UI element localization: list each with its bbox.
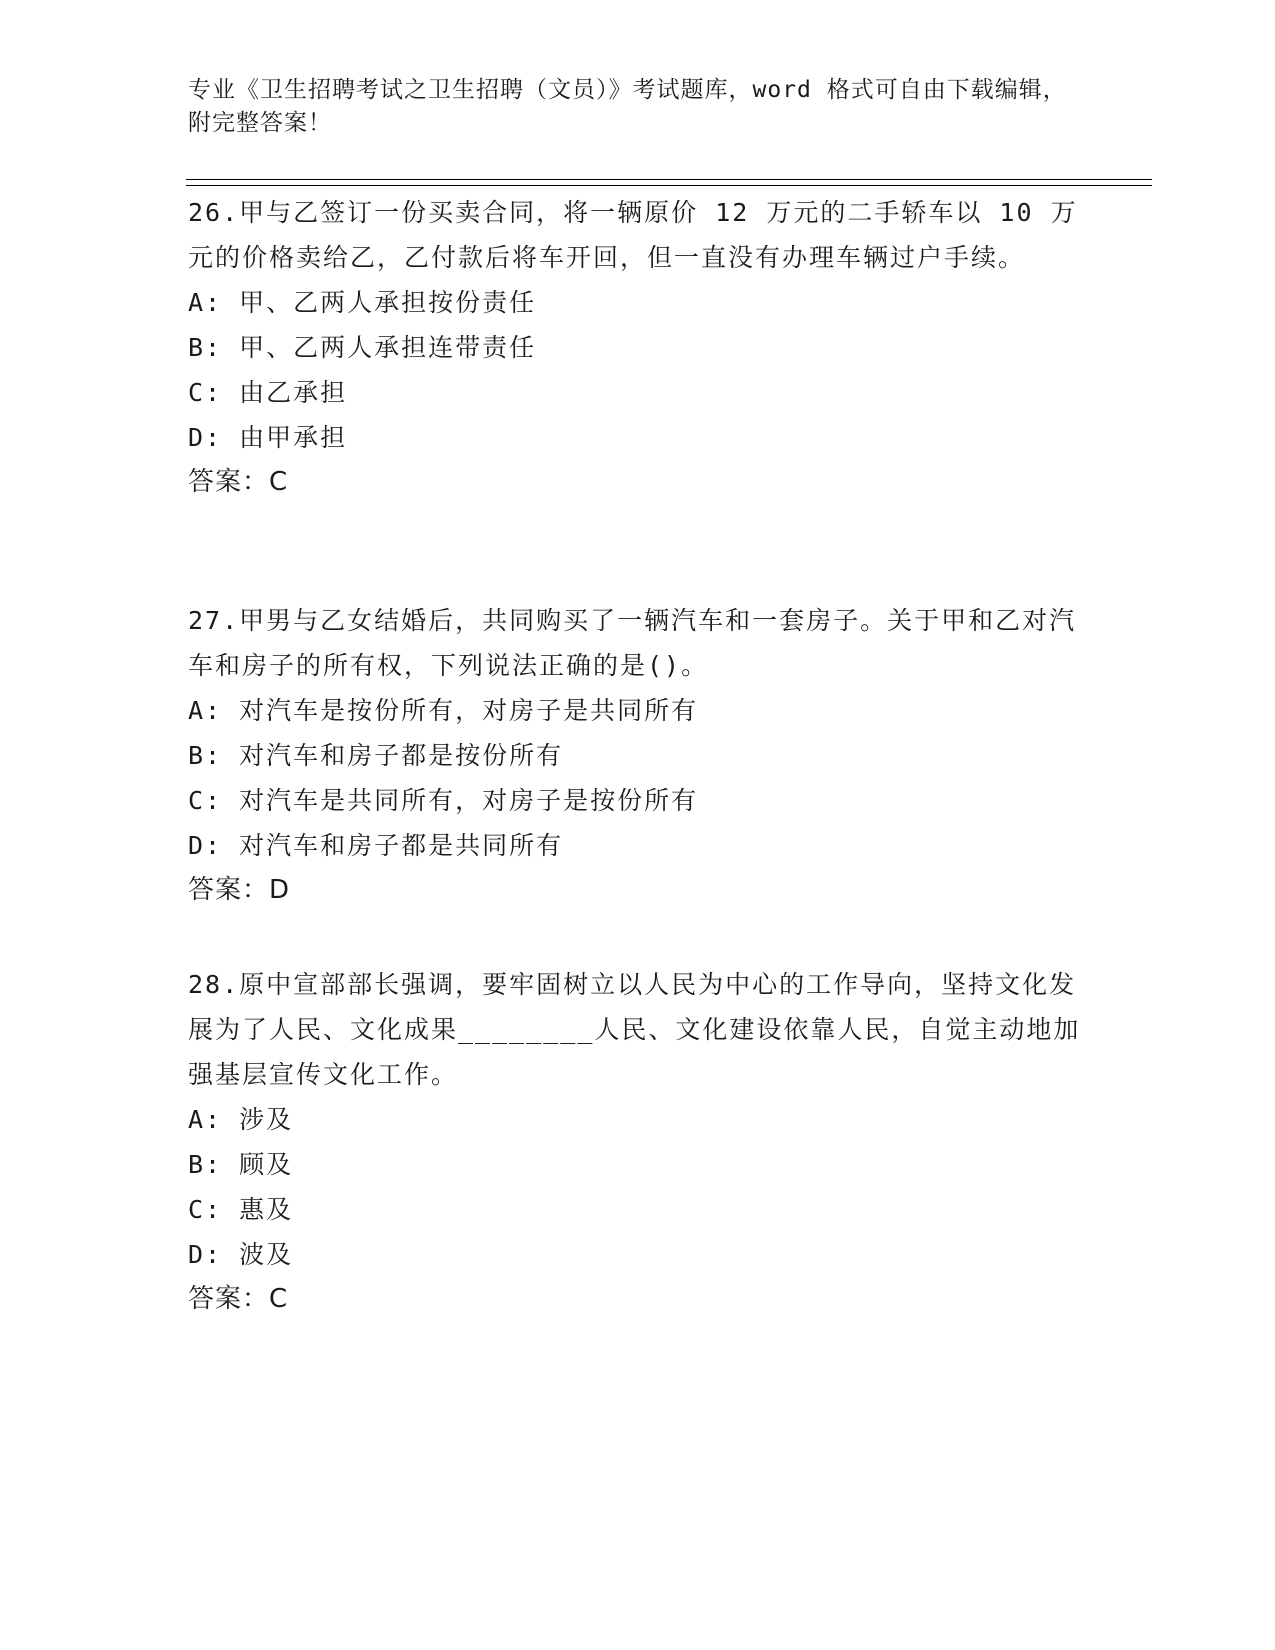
question-26: [188, 190, 1088, 505]
answer-line: 答案：D: [188, 875, 291, 905]
option-c: C: 由乙承担: [188, 378, 348, 407]
answer-line: 答案：C: [188, 467, 289, 497]
option-d: D: 对汽车和房子都是共同所有: [188, 831, 564, 860]
option-c: C: 对汽车是共同所有，对房子是按份所有: [188, 786, 699, 815]
answer-line: 答案：C: [188, 1284, 289, 1314]
question-stem: 28.原中宣部部长强调，要牢固树立以人民为中心的工作导向，坚持文化发展为了人民、文化成果________人民、文化建设依靠人民，自觉主动地加强基层宣传文化工作。: [188, 970, 1081, 1089]
header-divider-bottom: [186, 185, 1152, 186]
option-a: A: 涉及: [188, 1105, 294, 1134]
option-c: C: 惠及: [188, 1195, 294, 1224]
option-b: B: 对汽车和房子都是按份所有: [188, 741, 564, 770]
question-stem: 26.甲与乙签订一份买卖合同，将一辆原价 12 万元的二手轿车以 10 万元的价格卖给乙，乙付款后将车开回，但一直没有办理车辆过户手续。: [188, 198, 1078, 272]
header-divider-top: [186, 179, 1152, 180]
option-b: B: 甲、乙两人承担连带责任: [188, 333, 537, 362]
option-d: D: 波及: [188, 1240, 294, 1269]
document-header: 专业《卫生招聘考试之卫生招聘（文员）》考试题库，word 格式可自由下载编辑，附完整答案！: [188, 77, 1067, 136]
option-a: A: 对汽车是按份所有，对房子是共同所有: [188, 696, 699, 725]
option-d: D: 由甲承担: [188, 423, 348, 452]
question-27: [188, 598, 1088, 913]
option-a: A: 甲、乙两人承担按份责任: [188, 288, 537, 317]
option-b: B: 顾及: [188, 1150, 294, 1179]
question-stem: 27.甲男与乙女结婚后，共同购买了一辆汽车和一套房子。关于甲和乙对汽车和房子的所有权，下列说法正确的是()。: [188, 606, 1077, 680]
question-28: [188, 962, 1088, 1322]
